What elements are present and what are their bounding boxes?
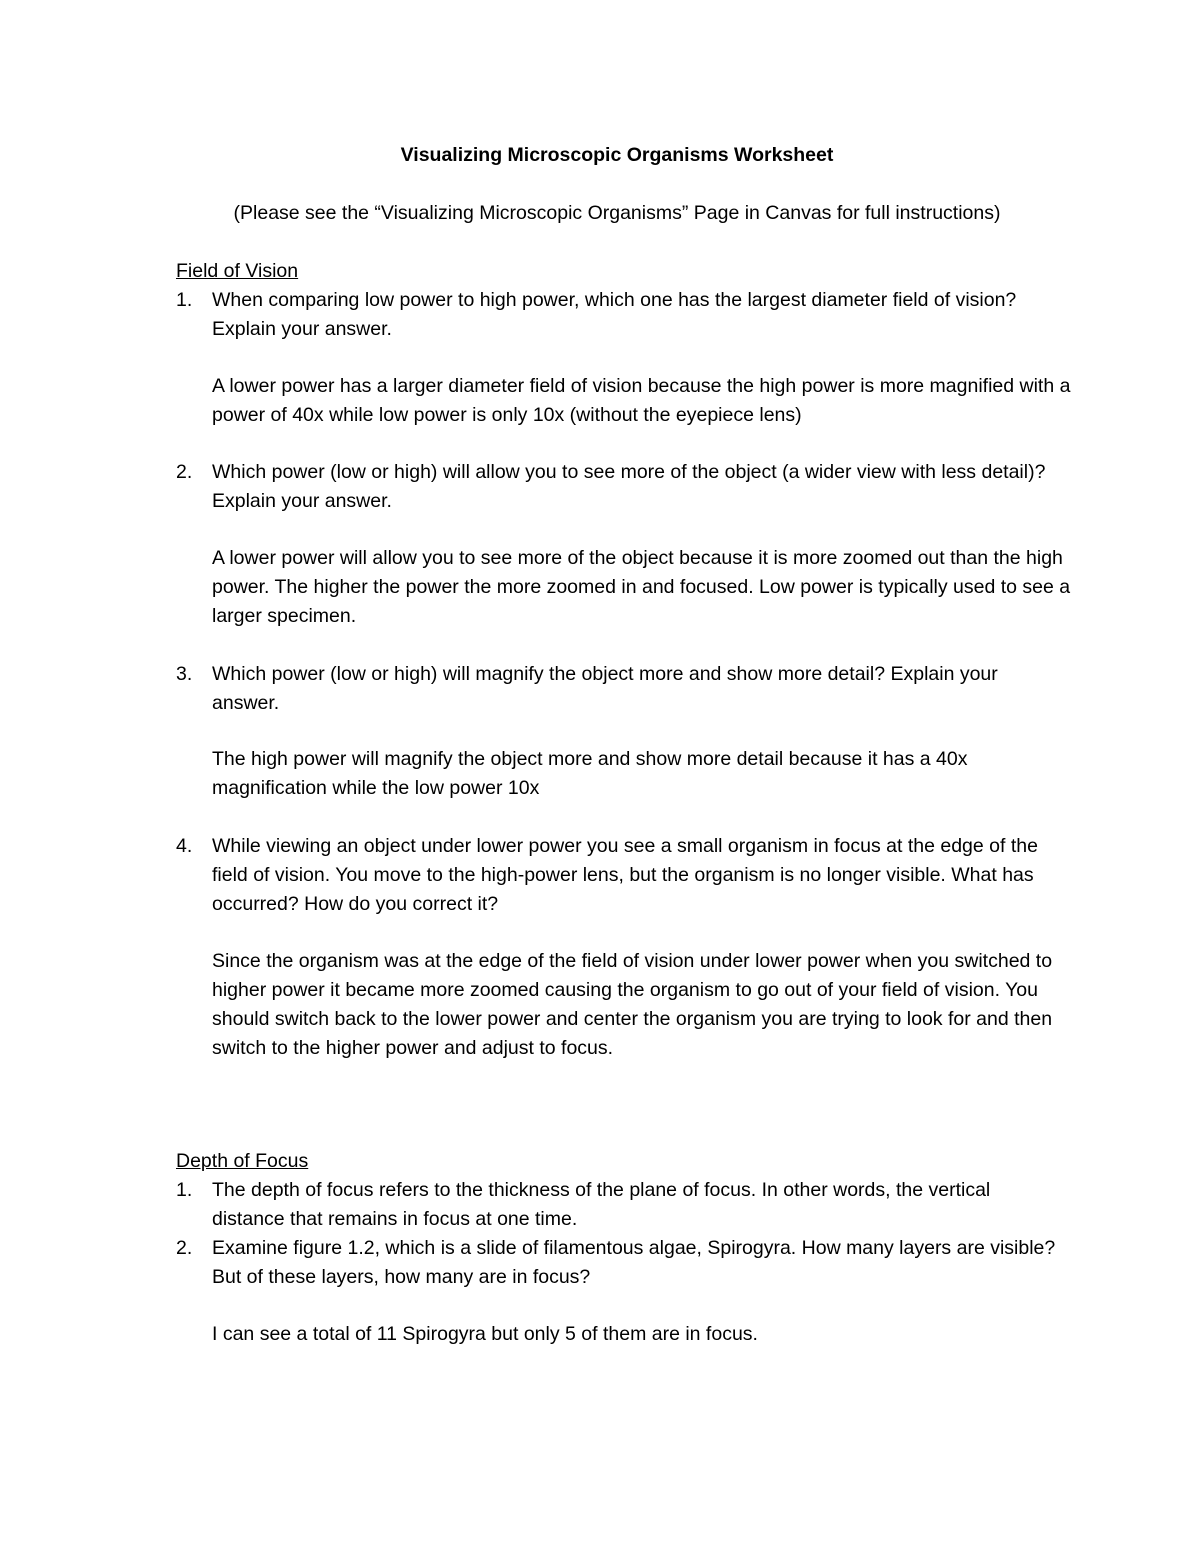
item-text: The depth of focus refers to the thickness of the plane of focus. In other words, the vertical distance that remains in focus at one time. (212, 1179, 991, 1230)
fov-answer-3: The high power will magnify the object more and show more detail because it has a 40x magnification while the low power 10x (212, 748, 968, 799)
section-heading-depth-of-focus: Depth of Focus (176, 1150, 309, 1172)
item-number: 2. (176, 1237, 193, 1259)
page-title: Visualizing Microscopic Organisms Worksheet (400, 144, 834, 166)
dof-answer-2: I can see a total of 11 Spirogyra but only 5 of them are in focus. (212, 1323, 758, 1345)
dof-item-2 (176, 1234, 1076, 1292)
question-text: Which power (low or high) will magnify the object more and show more detail? Explain your answer. (212, 663, 998, 714)
question-text: Which power (low or high) will allow you to see more of the object (a wider view with less detail)? Explain your answer. (212, 461, 1046, 512)
question-number: 3. (176, 663, 193, 685)
dof-item-1 (176, 1176, 1076, 1234)
item-number: 1. (176, 1179, 193, 1201)
fov-answer-2: A lower power will allow you to see more of the object because it is more zoomed out than the high power. The higher the power the more zoomed in and focused. Low power is typically used to see a larger specimen. (212, 547, 1071, 627)
item-text: Examine figure 1.2, which is a slide of filamentous algae, Spirogyra. How many layers are visible? But of these layers, how many are in focus? (212, 1237, 1056, 1288)
fov-answer-1: A lower power has a larger diameter field of vision because the high power is more magnified with a power of 40x while low power is only 10x (without the eyepiece lens) (212, 375, 1071, 426)
question-text: While viewing an object under lower power you see a small organism in focus at the edge of the field of vision. You move to the high-power lens, but the organism is no longer visible. What has occurred? How do you correct it? (212, 835, 1038, 915)
question-number: 1. (176, 289, 193, 311)
question-number: 4. (176, 835, 193, 857)
question-text: When comparing low power to high power, which one has the largest diameter field of vision? Explain your answer. (212, 289, 1017, 340)
page-subtitle: (Please see the “Visualizing Microscopic Organisms” Page in Canvas for full instructions) (233, 202, 1001, 224)
section-heading-field-of-vision: Field of Vision (176, 260, 299, 282)
fov-answer-4: Since the organism was at the edge of the field of vision under lower power when you switched to higher power it became more zoomed causing the organism to go out of your field of vision. You should switch back to the lower power and center the organism you are trying to look for and then switch to the higher power and adjust to focus. (212, 950, 1053, 1059)
fov-question-1 (176, 286, 1076, 344)
fov-question-2 (176, 458, 1076, 516)
fov-question-3 (176, 660, 1076, 718)
fov-question-4 (176, 832, 1076, 919)
question-number: 2. (176, 461, 193, 483)
